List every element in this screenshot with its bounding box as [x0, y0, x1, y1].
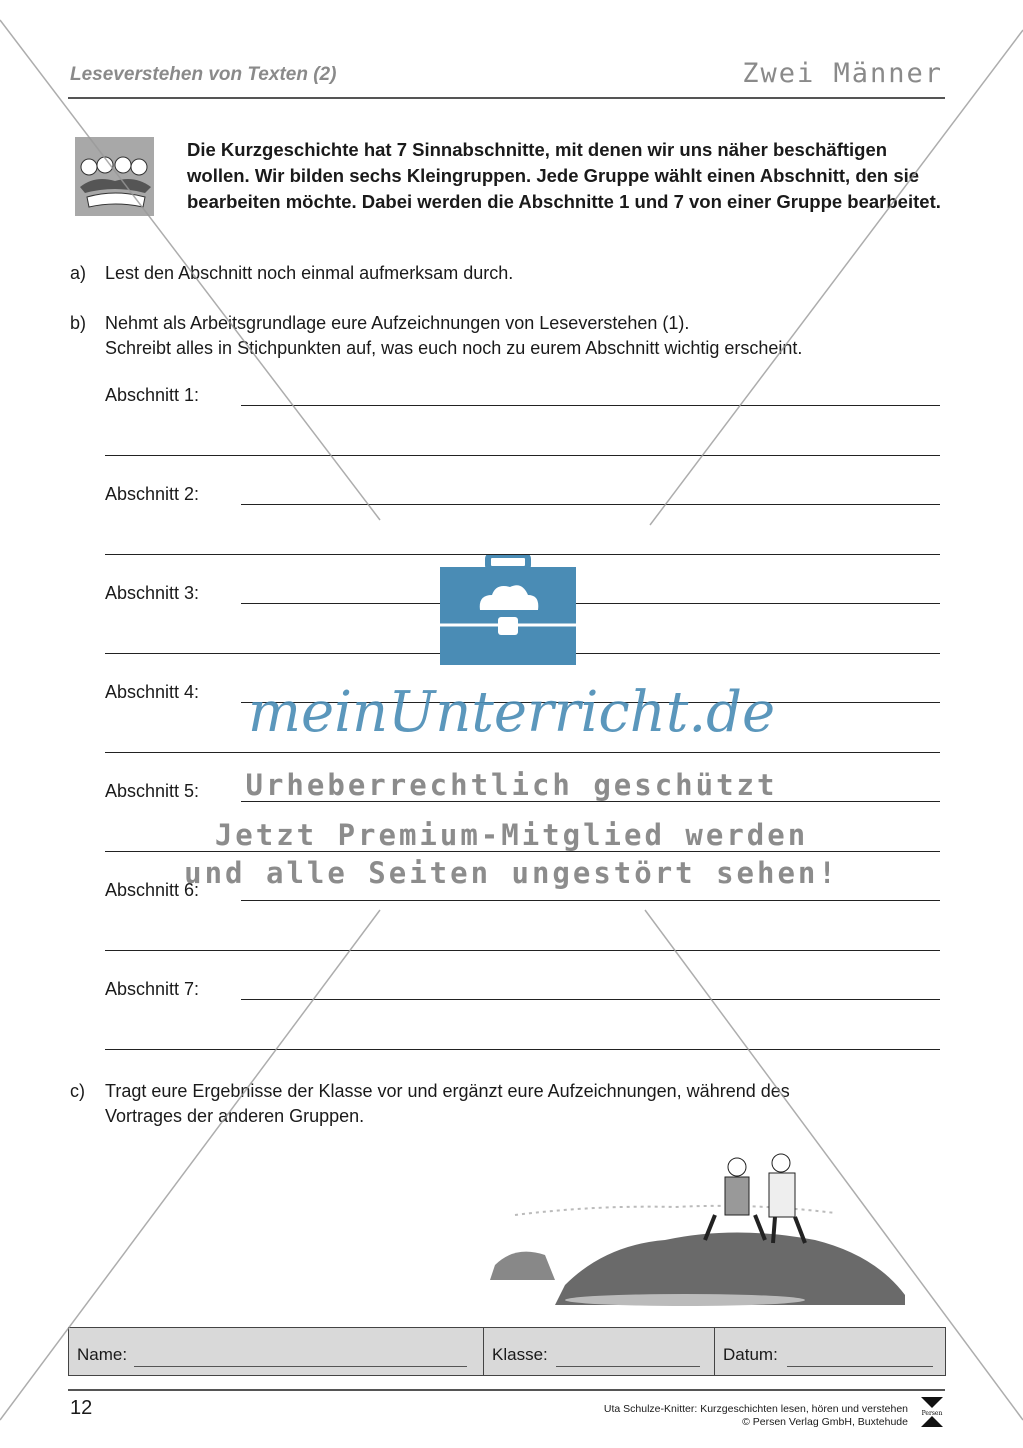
watermark-logo: meinUnterricht.de — [247, 680, 776, 745]
page-number: 12 — [70, 1397, 93, 1419]
answer-line[interactable] — [105, 1049, 940, 1050]
answer-line[interactable] — [105, 455, 940, 456]
name-label: Name: — [77, 1345, 128, 1364]
answer-line[interactable] — [241, 900, 940, 901]
task-text: Lest den Abschnitt noch einmal aufmerksam durch. — [105, 263, 514, 283]
section-title: Leseverstehen von Texten (2) — [70, 64, 337, 85]
section-label: Abschnitt 2: — [105, 484, 200, 504]
section-label: Abschnitt 3: — [105, 583, 200, 603]
answer-line[interactable] — [105, 752, 940, 753]
name-field[interactable] — [69, 1328, 484, 1375]
credits — [604, 1403, 908, 1429]
task-text: Nehmt als Arbeitsgrundlage eure Aufzeichnungen von Leseverstehen (1). — [105, 313, 690, 333]
credit-line: © Persen Verlag GmbH, Buxtehude — [742, 1416, 908, 1428]
credit-line: Uta Schulze-Knitter: Kurzgeschichten lesen, hören und verstehen — [603, 1403, 908, 1415]
briefcase-logo-icon — [440, 555, 576, 670]
task-text: Tragt eure Ergebnisse der Klasse vor und ergänzt eure Aufzeichnungen, während des — [105, 1081, 790, 1101]
story-title: Zwei Männer — [742, 58, 943, 89]
two-men-on-rock-illustration — [435, 1145, 945, 1315]
section-label: Abschnitt 4: — [105, 682, 200, 702]
section-label: Abschnitt 7: — [105, 979, 200, 999]
watermark-line: Jetzt Premium-Mitglied werden — [214, 818, 809, 852]
section-label: Abschnitt 6: — [105, 880, 200, 900]
group-reading-icon — [75, 137, 154, 216]
date-label: Datum: — [723, 1345, 778, 1364]
svg-text:Persen: Persen — [921, 1410, 943, 1417]
answer-line[interactable] — [241, 603, 940, 604]
persen-logo — [920, 1396, 944, 1433]
task-label: b) — [70, 313, 87, 333]
answer-line[interactable] — [241, 405, 940, 406]
class-field[interactable] — [484, 1328, 715, 1375]
class-label: Klasse: — [492, 1345, 548, 1364]
task-text: Vortrages der anderen Gruppen. — [105, 1106, 365, 1126]
task-text: Schreibt alles in Stichpunkten auf, was euch noch zu eurem Abschnitt wichtig erscheint. — [105, 338, 803, 358]
answer-line[interactable] — [241, 999, 940, 1000]
date-field[interactable] — [715, 1328, 945, 1375]
answer-line[interactable] — [105, 950, 940, 951]
intro-text: Die Kurzgeschichte hat 7 Sinnabschnitte, mit denen wir uns näher beschäftigen wollen. Wir bilden sechs Kleingruppen. Jede Gruppe wählt einen Abschnitt, den sie bearbeiten möchte. Dabei werden die Abschnitte 1 und 7 von einer Gruppe bearbeitet. — [187, 139, 941, 212]
footer-rule — [68, 1389, 945, 1391]
watermark-line: Urheberrechtlich geschützt — [245, 768, 778, 802]
section-label: Abschnitt 1: — [105, 385, 200, 405]
watermark-line: und alle Seiten ungestört sehen! — [184, 856, 839, 890]
task-label: c) — [70, 1081, 85, 1101]
task-label: a) — [70, 263, 87, 283]
section-label: Abschnitt 5: — [105, 781, 200, 801]
answer-line[interactable] — [241, 504, 940, 505]
header-rule — [68, 97, 945, 99]
student-info-form — [68, 1327, 946, 1376]
